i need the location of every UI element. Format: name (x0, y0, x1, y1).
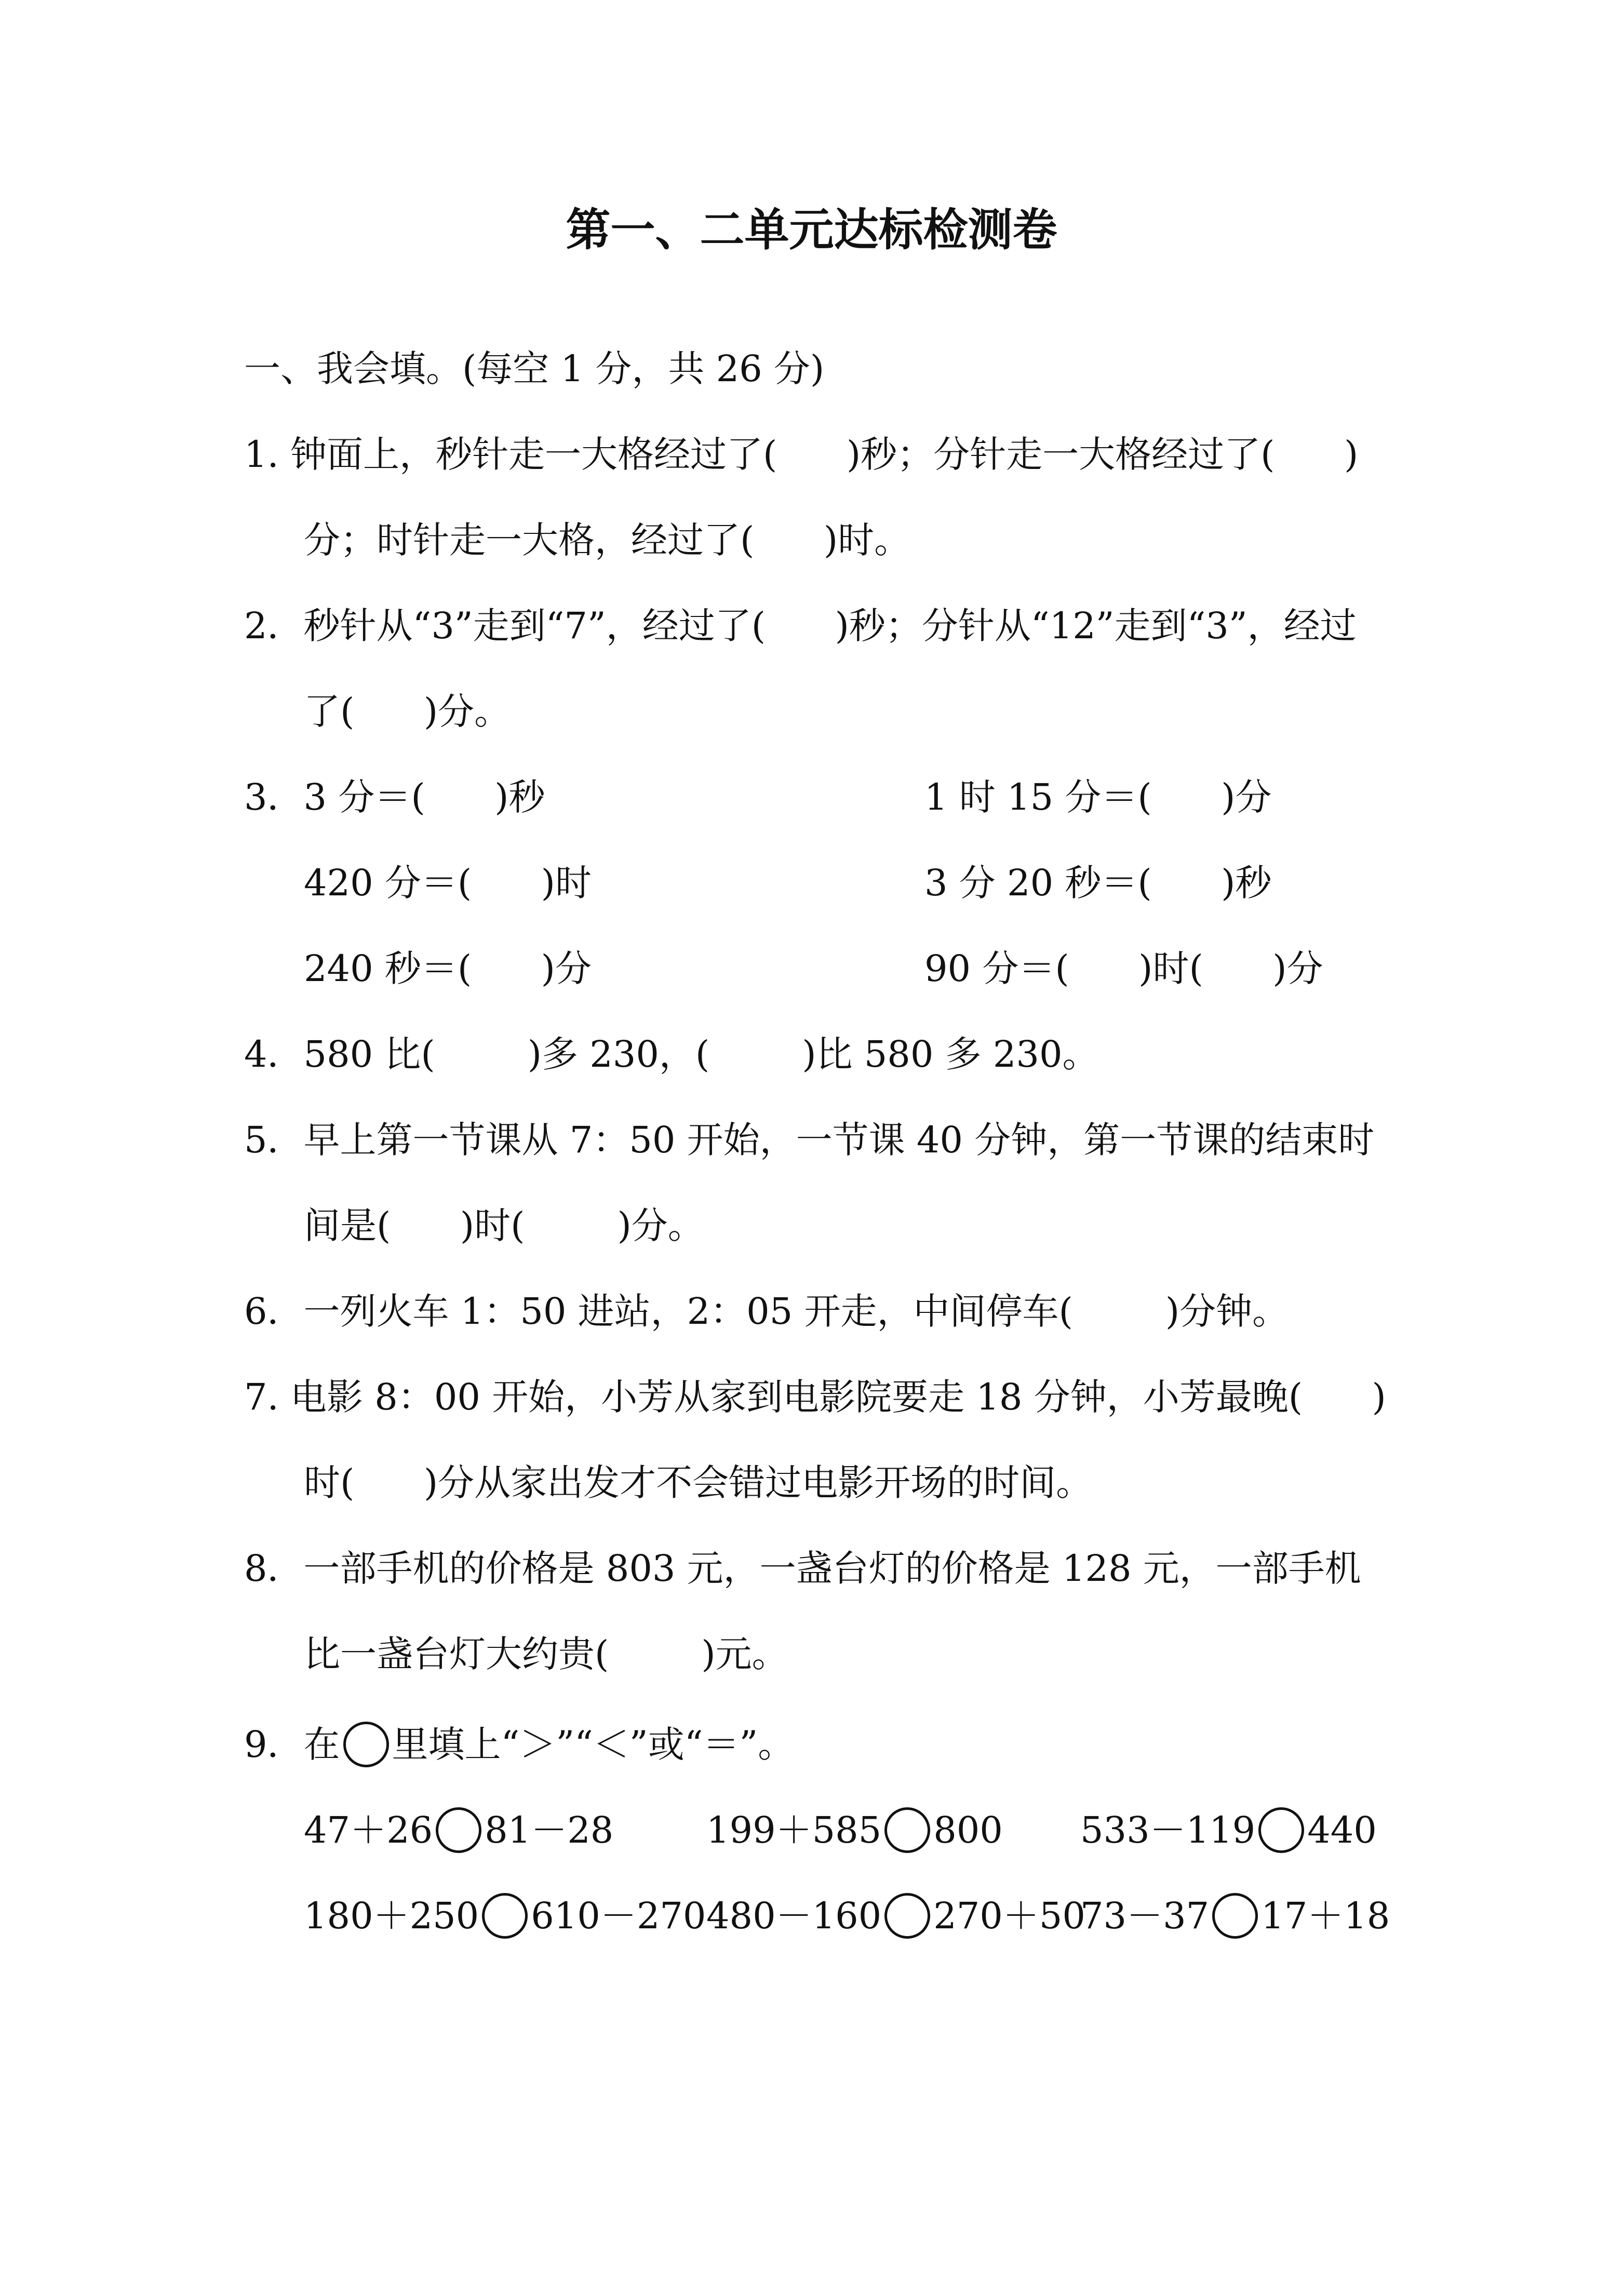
question-7-line-1: 7. 电影 8：00 开始，小芳从家到电影院要走 18 分钟，小芳最晚( ) (244, 1376, 1386, 1418)
question-2-line-1: 2．秒针从“3”走到“7”，经过了( )秒；分针从“12”走到“3”，经过 (244, 605, 1357, 647)
answer-circle-icon (343, 1722, 389, 1767)
comparison-left: 480－160 (706, 1895, 882, 1937)
question-3-row-3-right: 90 分＝( )时( )分 (924, 947, 1323, 990)
answer-circle-icon[interactable] (436, 1807, 481, 1853)
comparison-item (1080, 1807, 1377, 1853)
answer-circle-icon[interactable] (884, 1893, 930, 1939)
comparison-item (1080, 1893, 1390, 1939)
question-9-prompt (244, 1722, 794, 1767)
question-8-line-1: 8．一部手机的价格是 803 元，一盏台灯的价格是 128 元，一部手机 (244, 1547, 1361, 1590)
question-9-suffix: 里填上“＞”“＜”或“＝”。 (392, 1723, 795, 1766)
answer-circle-icon[interactable] (1258, 1807, 1304, 1853)
comparison-left: 533－119 (1080, 1809, 1256, 1851)
comparison-item (304, 1807, 613, 1853)
comparison-right: 17＋18 (1261, 1895, 1390, 1937)
question-7-line-2: 时( )分从家出发才不会错过电影开场的时间。 (304, 1461, 1093, 1504)
comparison-item (706, 1893, 1085, 1939)
comparison-left: 73－37 (1080, 1895, 1210, 1937)
question-3-row-1-left: 3．3 分＝( )秒 (244, 776, 545, 818)
question-1-line-2: 分；时针走一大格，经过了( )时。 (304, 519, 911, 561)
question-2-line-2: 了( )分。 (304, 690, 511, 733)
question-4: 4．580 比( )多 230，( )比 580 多 230。 (244, 1033, 1099, 1076)
comparison-right: 800 (933, 1809, 1003, 1851)
comparison-left: 180＋250 (304, 1895, 479, 1937)
question-5-line-1: 5．早上第一节课从 7：50 开始，一节课 40 分钟，第一节课的结束时 (244, 1119, 1375, 1161)
section-heading: 一、我会填。(每空 1 分，共 26 分) (244, 347, 825, 390)
comparison-left: 47＋26 (304, 1809, 433, 1851)
comparison-item (304, 1893, 706, 1939)
question-3-row-2-right: 3 分 20 秒＝( )秒 (924, 862, 1272, 904)
comparison-right: 81－28 (485, 1809, 614, 1851)
question-5-line-2: 间是( )时( )分。 (304, 1204, 704, 1247)
comparison-right: 270＋50 (933, 1895, 1085, 1937)
comparison-item (706, 1807, 1003, 1853)
question-3-row-1-right: 1 时 15 分＝( )分 (924, 776, 1272, 818)
page-title: 第一、二单元达标检测卷 (566, 204, 1057, 256)
answer-circle-icon[interactable] (482, 1893, 528, 1939)
question-6: 6．一列火车 1：50 进站，2：05 开走，中间停车( )分钟。 (244, 1290, 1289, 1333)
comparison-left: 199＋585 (706, 1809, 882, 1851)
question-3-row-3-left: 240 秒＝( )分 (304, 947, 592, 990)
comparison-right: 440 (1307, 1809, 1377, 1851)
question-1-line-1: 1. 钟面上，秒针走一大格经过了( )秒；分针走一大格经过了( ) (244, 433, 1359, 476)
comparison-right: 610－270 (531, 1895, 706, 1937)
question-8-line-2: 比一盏台灯大约贵( )元。 (304, 1633, 788, 1675)
answer-circle-icon[interactable] (884, 1807, 930, 1853)
question-9-prefix: 9．在 (244, 1723, 340, 1766)
question-3-row-2-left: 420 分＝( )时 (304, 862, 592, 904)
answer-circle-icon[interactable] (1212, 1893, 1258, 1939)
